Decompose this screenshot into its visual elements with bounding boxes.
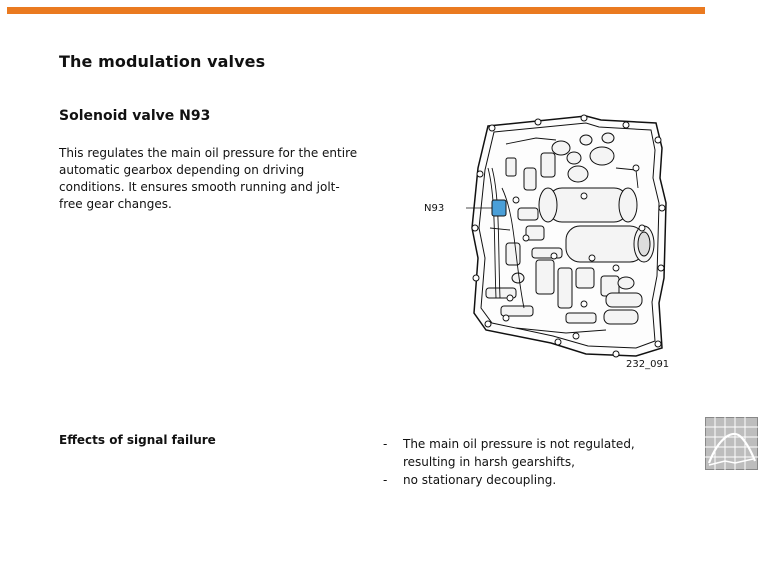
figure-number: 232_091 bbox=[626, 359, 670, 370]
description-line: free gear changes. bbox=[59, 197, 172, 211]
valve-body-diagram bbox=[466, 108, 671, 363]
section-description bbox=[59, 145, 359, 213]
bullet-line: The main oil pressure is not regulated, bbox=[403, 437, 635, 451]
list-item bbox=[383, 435, 683, 471]
n93-solenoid-highlight bbox=[492, 200, 506, 216]
list-item bbox=[383, 471, 683, 489]
section-heading: Solenoid valve N93 bbox=[59, 108, 211, 124]
header-accent-bar bbox=[7, 7, 705, 14]
description-line: automatic gearbox depending on driving bbox=[59, 163, 305, 177]
page-title: The modulation valves bbox=[59, 52, 266, 71]
failure-heading: Effects of signal failure bbox=[59, 433, 216, 447]
bullet-dash: - bbox=[383, 473, 388, 487]
bullet-dash: - bbox=[383, 437, 388, 451]
description-line: conditions. It ensures smooth running and jolt- bbox=[59, 180, 340, 194]
description-line: This regulates the main oil pressure for the entire bbox=[59, 146, 358, 160]
engineering-graph-icon bbox=[705, 417, 758, 470]
failure-list bbox=[383, 435, 683, 489]
n93-callout-label: N93 bbox=[424, 203, 445, 214]
bullet-line: no stationary decoupling. bbox=[403, 473, 557, 487]
bullet-line: resulting in harsh gearshifts, bbox=[403, 455, 575, 469]
